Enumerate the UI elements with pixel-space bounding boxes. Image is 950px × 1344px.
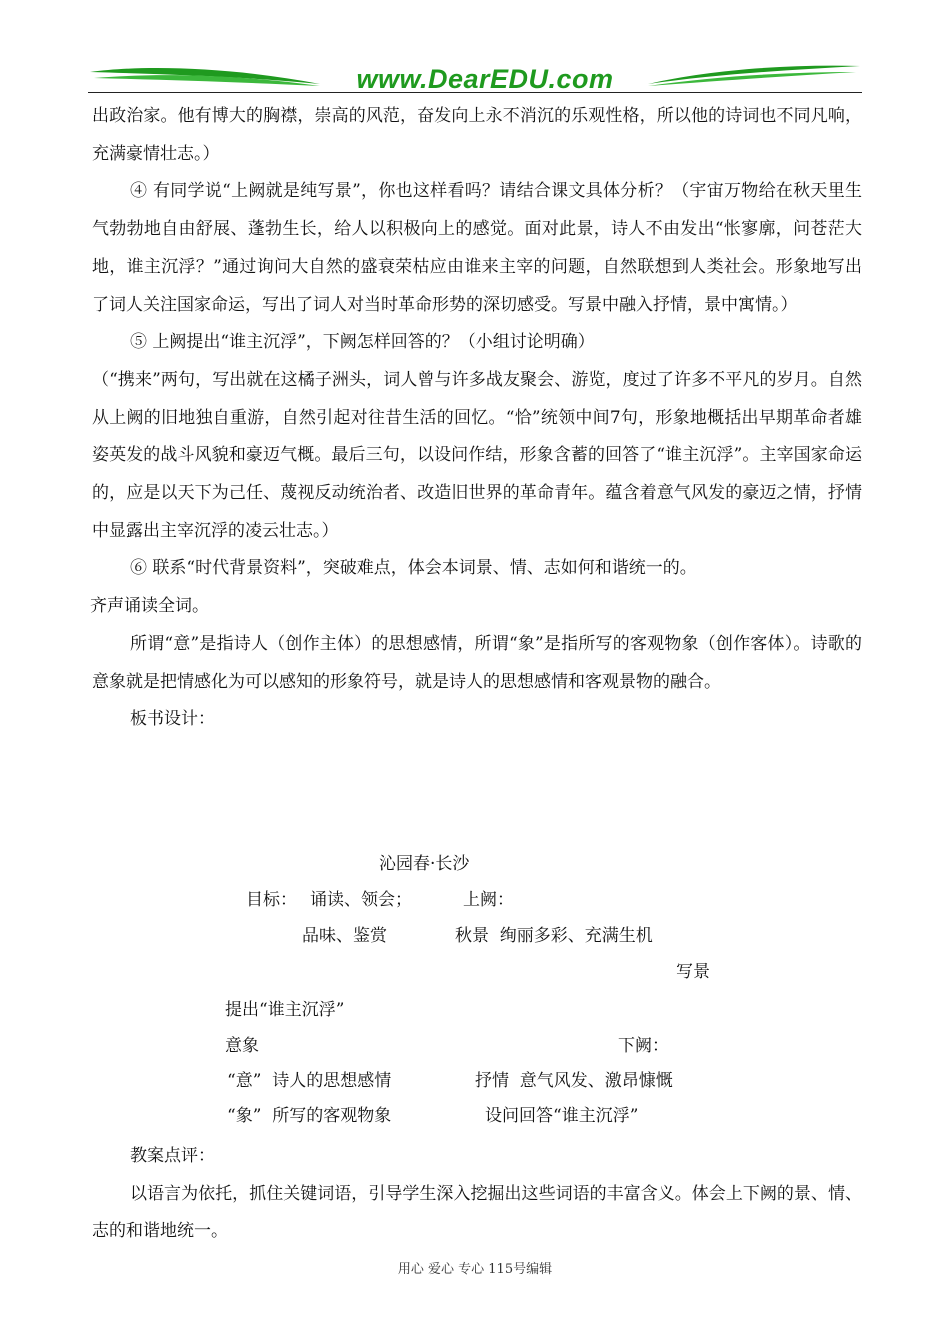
lower-stanza-emotion: 抒情 意气风发、激昂慷慨	[475, 1071, 673, 1091]
comment-section	[92, 1138, 862, 1251]
upper-stanza-desc: 秋景 绚丽多彩、充满生机	[455, 926, 653, 946]
lower-stanza-label: 下阙：	[618, 1036, 669, 1056]
paragraph: 出政治家。他有博大的胸襟，崇高的风范，奋发向上永不消沉的乐观性格，所以他的诗词也不同凡响，充满豪情壮志。）	[92, 106, 862, 164]
lower-stanza-answer: 设问回答“谁主沉浮”	[485, 1106, 639, 1126]
site-logo: www.DearEDU.com	[356, 64, 614, 94]
comment-text: 以语言为依托，抓住关键词语，引导学生深入挖掘出这些词语的丰富含义。体会上下阙的景、情、志的和谐地统一。	[92, 1183, 862, 1242]
paragraph: ⑥ 联系“时代背景资料”，突破难点，体会本词景、情、志如何和谐统一的。	[130, 558, 697, 579]
upper-stanza-label: 上阙：	[463, 890, 514, 910]
imagery-label: 意象	[225, 1036, 259, 1056]
header-divider	[88, 92, 862, 93]
paragraph: 所谓“意”是指诗人（创作主体）的思想感情，所谓“象”是指所写的客观物象（创作客体）。诗歌的意象就是把情感化为可以感知的形象符号，就是诗人的思想感情和客观景物的融合。	[92, 633, 862, 692]
question-line: 提出“谁主沉浮”	[225, 1000, 345, 1020]
paragraph: （“携来”两句，写出就在这橘子洲头，词人曾与许多战友聚会、游览，度过了许多不平凡的岁月。自然从上阙的旧地独自重游，自然引起对往昔生活的回忆。“恰”统领中间7句，形象地概括出早期革命者雄姿英发的战斗风貌和豪迈气概。最后三句，以设问作结，形象含蓄的回答了“谁主沉浮”。主宰国家命运的，应是以天下为己任、蔑视反动统治者、改造旧世界的革命青年。蕴含着意气风发的豪迈之情，抒情中显露出主宰沉浮的凌云壮志。）	[92, 369, 862, 541]
board-title: 沁园春·长沙	[379, 854, 470, 874]
header-banner	[88, 62, 862, 94]
main-content	[92, 98, 862, 739]
xiang-line: “象” 所写的客观物象	[227, 1106, 392, 1126]
paragraph: 板书设计：	[130, 709, 215, 730]
comment-label: 教案点评：	[130, 1146, 215, 1166]
page-footer: 用心 爱心 专心 115号编辑	[397, 1262, 553, 1277]
upper-stanza-type: 写景	[676, 962, 710, 982]
yi-line: “意” 诗人的思想感情	[227, 1071, 392, 1091]
paragraph: ⑤ 上阙提出“谁主沉浮”，下阙怎样回答的？（小组讨论明确）	[130, 332, 595, 353]
paragraph: ④ 有同学说“上阙就是纯写景”，你也这样看吗？请结合课文具体分析？（宇宙万物给在秋天里生气勃勃地自由舒展、蓬勃生长，给人以积极向上的感觉。面对此景，诗人不由发出“怅寥廓，问苍茫大地，谁主沉浮？”通过询问大自然的盛衰荣枯应由谁来主宰的问题，自然联想到人类社会。形象地写出了词人关注国家命运，写出了词人对当时革命形势的深切感受。写景中融入抒情，景中寓情。）	[92, 181, 862, 315]
goal-label: 目标：	[246, 890, 297, 910]
paragraph: 齐声诵读全词。	[90, 596, 209, 617]
goal-item: 品味、鉴赏	[302, 926, 387, 946]
goal-item: 诵读、领会；	[310, 890, 412, 910]
